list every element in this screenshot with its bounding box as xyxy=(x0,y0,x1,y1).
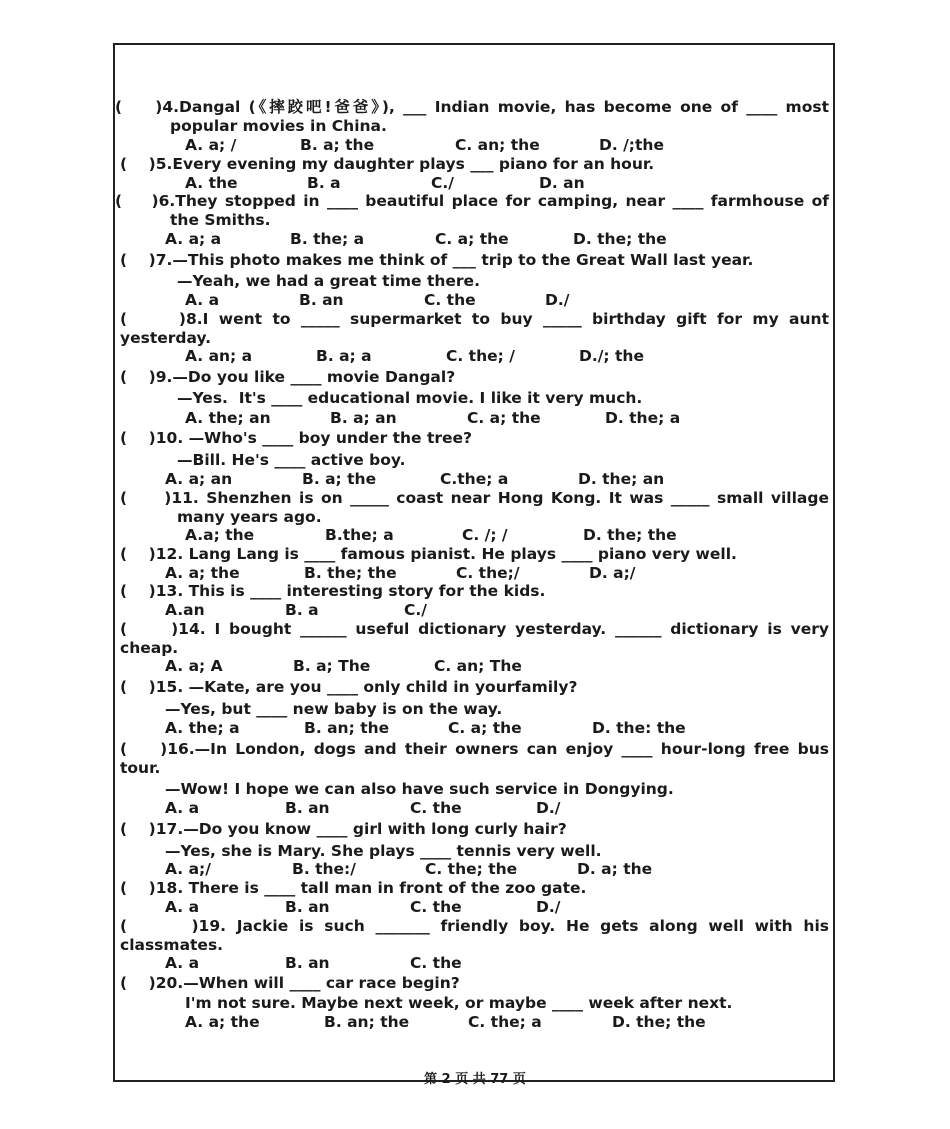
question-12-option-b[interactable]: B. the; the xyxy=(304,564,397,582)
question-4-option-d[interactable]: D. /;the xyxy=(599,136,664,154)
question-14-option-b[interactable]: B. a; The xyxy=(293,657,371,675)
question-10-option-b[interactable]: B. a; the xyxy=(302,470,377,488)
question-7-option-b[interactable]: B. an xyxy=(299,291,344,309)
question-19-stem: ( )19. Jackie is such _______ friendly boy. He gets along well with his xyxy=(120,917,829,935)
question-20-stem: ( )20.—When will ____ car race begin? xyxy=(120,974,460,992)
question-7-stem-cont: —Yeah, we had a great time there. xyxy=(177,272,480,290)
question-14-stem-cont: cheap. xyxy=(120,639,179,657)
question-16-stem-reply: —Wow! I hope we can also have such service in Dongying. xyxy=(165,780,674,798)
question-7-options xyxy=(185,291,569,310)
question-5-option-d[interactable]: D. an xyxy=(539,174,585,192)
question-6-stem-cont: the Smiths. xyxy=(170,211,271,229)
question-6-option-a[interactable]: A. a; a xyxy=(165,230,222,248)
question-8-stem-cont: yesterday. xyxy=(120,329,212,347)
question-19-option-a[interactable]: A. a xyxy=(165,954,200,972)
question-19-stem-cont: classmates. xyxy=(120,936,224,954)
question-20-option-d[interactable]: D. the; the xyxy=(612,1013,706,1031)
question-9-option-b[interactable]: B. a; an xyxy=(330,409,397,427)
question-13-stem: ( )13. This is ____ interesting story for the kids. xyxy=(120,582,546,600)
question-20-option-a[interactable]: A. a; the xyxy=(185,1013,260,1031)
question-18-option-d[interactable]: D./ xyxy=(536,898,561,916)
question-6-option-d[interactable]: D. the; the xyxy=(573,230,667,248)
question-11-option-b[interactable]: B.the; a xyxy=(325,526,394,544)
question-4-stem: ( )4.Dangal (《摔跤吧!爸爸》), ___ Indian movie, has become one of ____ most xyxy=(115,98,829,116)
question-15-stem-cont: —Yes, but ____ new baby is on the way. xyxy=(165,700,503,718)
question-10-option-c[interactable]: C.the; a xyxy=(440,470,509,488)
question-6-option-b[interactable]: B. the; a xyxy=(290,230,365,248)
question-11-options xyxy=(185,526,677,545)
question-14-options xyxy=(165,657,522,676)
question-20-option-b[interactable]: B. an; the xyxy=(324,1013,410,1031)
question-19-option-c[interactable]: C. the xyxy=(410,954,462,972)
page-number-footer: 第 2 页 共 77 页 xyxy=(424,1072,526,1087)
question-13-option-c[interactable]: C./ xyxy=(404,601,427,619)
question-15-options xyxy=(165,719,686,738)
question-11-option-a[interactable]: A.a; the xyxy=(185,526,255,544)
question-5-options xyxy=(185,174,585,193)
question-17-option-b[interactable]: B. the:/ xyxy=(292,860,356,878)
question-7-option-a[interactable]: A. a xyxy=(185,291,220,309)
question-4-option-c[interactable]: C. an; the xyxy=(455,136,540,154)
question-12-stem: ( )12. Lang Lang is ____ famous pianist. He plays ____ piano very well. xyxy=(120,545,737,563)
question-15-option-b[interactable]: B. an; the xyxy=(304,719,390,737)
question-8-options xyxy=(185,347,644,366)
question-14-stem: ( )14. I bought ______ useful dictionary yesterday. ______ dictionary is very xyxy=(120,620,829,638)
question-18-stem: ( )18. There is ____ tall man in front of the zoo gate. xyxy=(120,879,587,897)
question-7-option-d[interactable]: D./ xyxy=(545,291,570,309)
question-8-option-b[interactable]: B. a; a xyxy=(316,347,372,365)
question-18-option-c[interactable]: C. the xyxy=(410,898,462,916)
question-15-option-d[interactable]: D. the: the xyxy=(592,719,686,737)
question-6-stem: ( )6.They stopped in ____ beautiful place for camping, near ____ farmhouse of xyxy=(115,192,829,210)
question-6-options xyxy=(165,230,667,249)
question-14-option-c[interactable]: C. an; The xyxy=(434,657,522,675)
question-5-stem: ( )5.Every evening my daughter plays ___ piano for an hour. xyxy=(120,155,655,173)
question-13-option-a[interactable]: A.an xyxy=(165,601,205,619)
question-16-stem-cont: tour. xyxy=(120,759,161,777)
question-12-options xyxy=(165,564,635,583)
question-10-option-d[interactable]: D. the; an xyxy=(578,470,665,488)
question-10-options xyxy=(165,470,664,489)
question-16-option-c[interactable]: C. the xyxy=(410,799,462,817)
question-16-options xyxy=(165,799,560,818)
question-13-option-b[interactable]: B. a xyxy=(285,601,319,619)
question-5-option-c[interactable]: C./ xyxy=(431,174,454,192)
question-20-options xyxy=(185,1013,706,1032)
question-11-option-d[interactable]: D. the; the xyxy=(583,526,677,544)
question-15-option-c[interactable]: C. a; the xyxy=(448,719,522,737)
question-5-option-b[interactable]: B. a xyxy=(307,174,341,192)
question-17-options xyxy=(165,860,652,879)
question-5-option-a[interactable]: A. the xyxy=(185,174,238,192)
question-13-options xyxy=(165,601,427,620)
question-20-option-c[interactable]: C. the; a xyxy=(468,1013,542,1031)
question-14-option-a[interactable]: A. a; A xyxy=(165,657,223,675)
question-11-stem: ( )11. Shenzhen is on _____ coast near Hong Kong. It was _____ small village xyxy=(120,489,829,507)
question-9-stem-cont: —Yes. It's ____ educational movie. I like it very much. xyxy=(177,389,643,407)
question-9-stem: ( )9.—Do you like ____ movie Dangal? xyxy=(120,368,456,386)
question-16-option-a[interactable]: A. a xyxy=(165,799,200,817)
question-8-option-d[interactable]: D./; the xyxy=(579,347,644,365)
question-9-option-a[interactable]: A. the; an xyxy=(185,409,271,427)
question-18-option-b[interactable]: B. an xyxy=(285,898,330,916)
question-9-options xyxy=(185,409,680,428)
question-18-options xyxy=(165,898,560,917)
question-7-option-c[interactable]: C. the xyxy=(424,291,476,309)
question-12-option-c[interactable]: C. the;/ xyxy=(456,564,520,582)
question-17-option-c[interactable]: C. the; the xyxy=(425,860,518,878)
question-17-stem-cont: —Yes, she is Mary. She plays ____ tennis very well. xyxy=(165,842,602,860)
question-11-stem-cont: many years ago. xyxy=(177,508,322,526)
question-9-option-c[interactable]: C. a; the xyxy=(467,409,541,427)
question-9-option-d[interactable]: D. the; a xyxy=(605,409,681,427)
question-4-option-b[interactable]: B. a; the xyxy=(300,136,375,154)
question-4-options xyxy=(185,136,664,155)
question-8-stem: ( )8.I went to _____ supermarket to buy _____ birthday gift for my aunt xyxy=(120,310,829,328)
question-8-option-a[interactable]: A. an; a xyxy=(185,347,253,365)
question-10-option-a[interactable]: A. a; an xyxy=(165,470,233,488)
question-12-option-a[interactable]: A. a; the xyxy=(165,564,240,582)
question-15-option-a[interactable]: A. the; a xyxy=(165,719,240,737)
question-17-option-d[interactable]: D. a; the xyxy=(577,860,653,878)
question-20-stem-cont: I'm not sure. Maybe next week, or maybe ____ week after next. xyxy=(185,994,733,1012)
question-16-stem: ( )16.—In London, dogs and their owners can enjoy ____ hour-long free bus xyxy=(120,740,829,758)
question-19-option-b[interactable]: B. an xyxy=(285,954,330,972)
question-4-stem-cont: popular movies in China. xyxy=(170,117,387,135)
question-6-option-c[interactable]: C. a; the xyxy=(435,230,509,248)
question-19-options xyxy=(165,954,462,973)
question-17-option-a[interactable]: A. a;/ xyxy=(165,860,211,878)
question-8-option-c[interactable]: C. the; / xyxy=(446,347,515,365)
question-4-option-a[interactable]: A. a; / xyxy=(185,136,237,154)
question-7-stem: ( )7.—This photo makes me think of ___ trip to the Great Wall last year. xyxy=(120,251,754,269)
question-16-option-d[interactable]: D./ xyxy=(536,799,561,817)
question-11-option-c[interactable]: C. /; / xyxy=(462,526,508,544)
question-10-stem: ( )10. —Who's ____ boy under the tree? xyxy=(120,429,473,447)
question-12-option-d[interactable]: D. a;/ xyxy=(589,564,636,582)
question-16-option-b[interactable]: B. an xyxy=(285,799,330,817)
question-15-stem: ( )15. —Kate, are you ____ only child in yourfamily? xyxy=(120,678,578,696)
question-18-option-a[interactable]: A. a xyxy=(165,898,200,916)
question-10-stem-cont: —Bill. He's ____ active boy. xyxy=(177,451,406,469)
question-17-stem: ( )17.—Do you know ____ girl with long curly hair? xyxy=(120,820,567,838)
